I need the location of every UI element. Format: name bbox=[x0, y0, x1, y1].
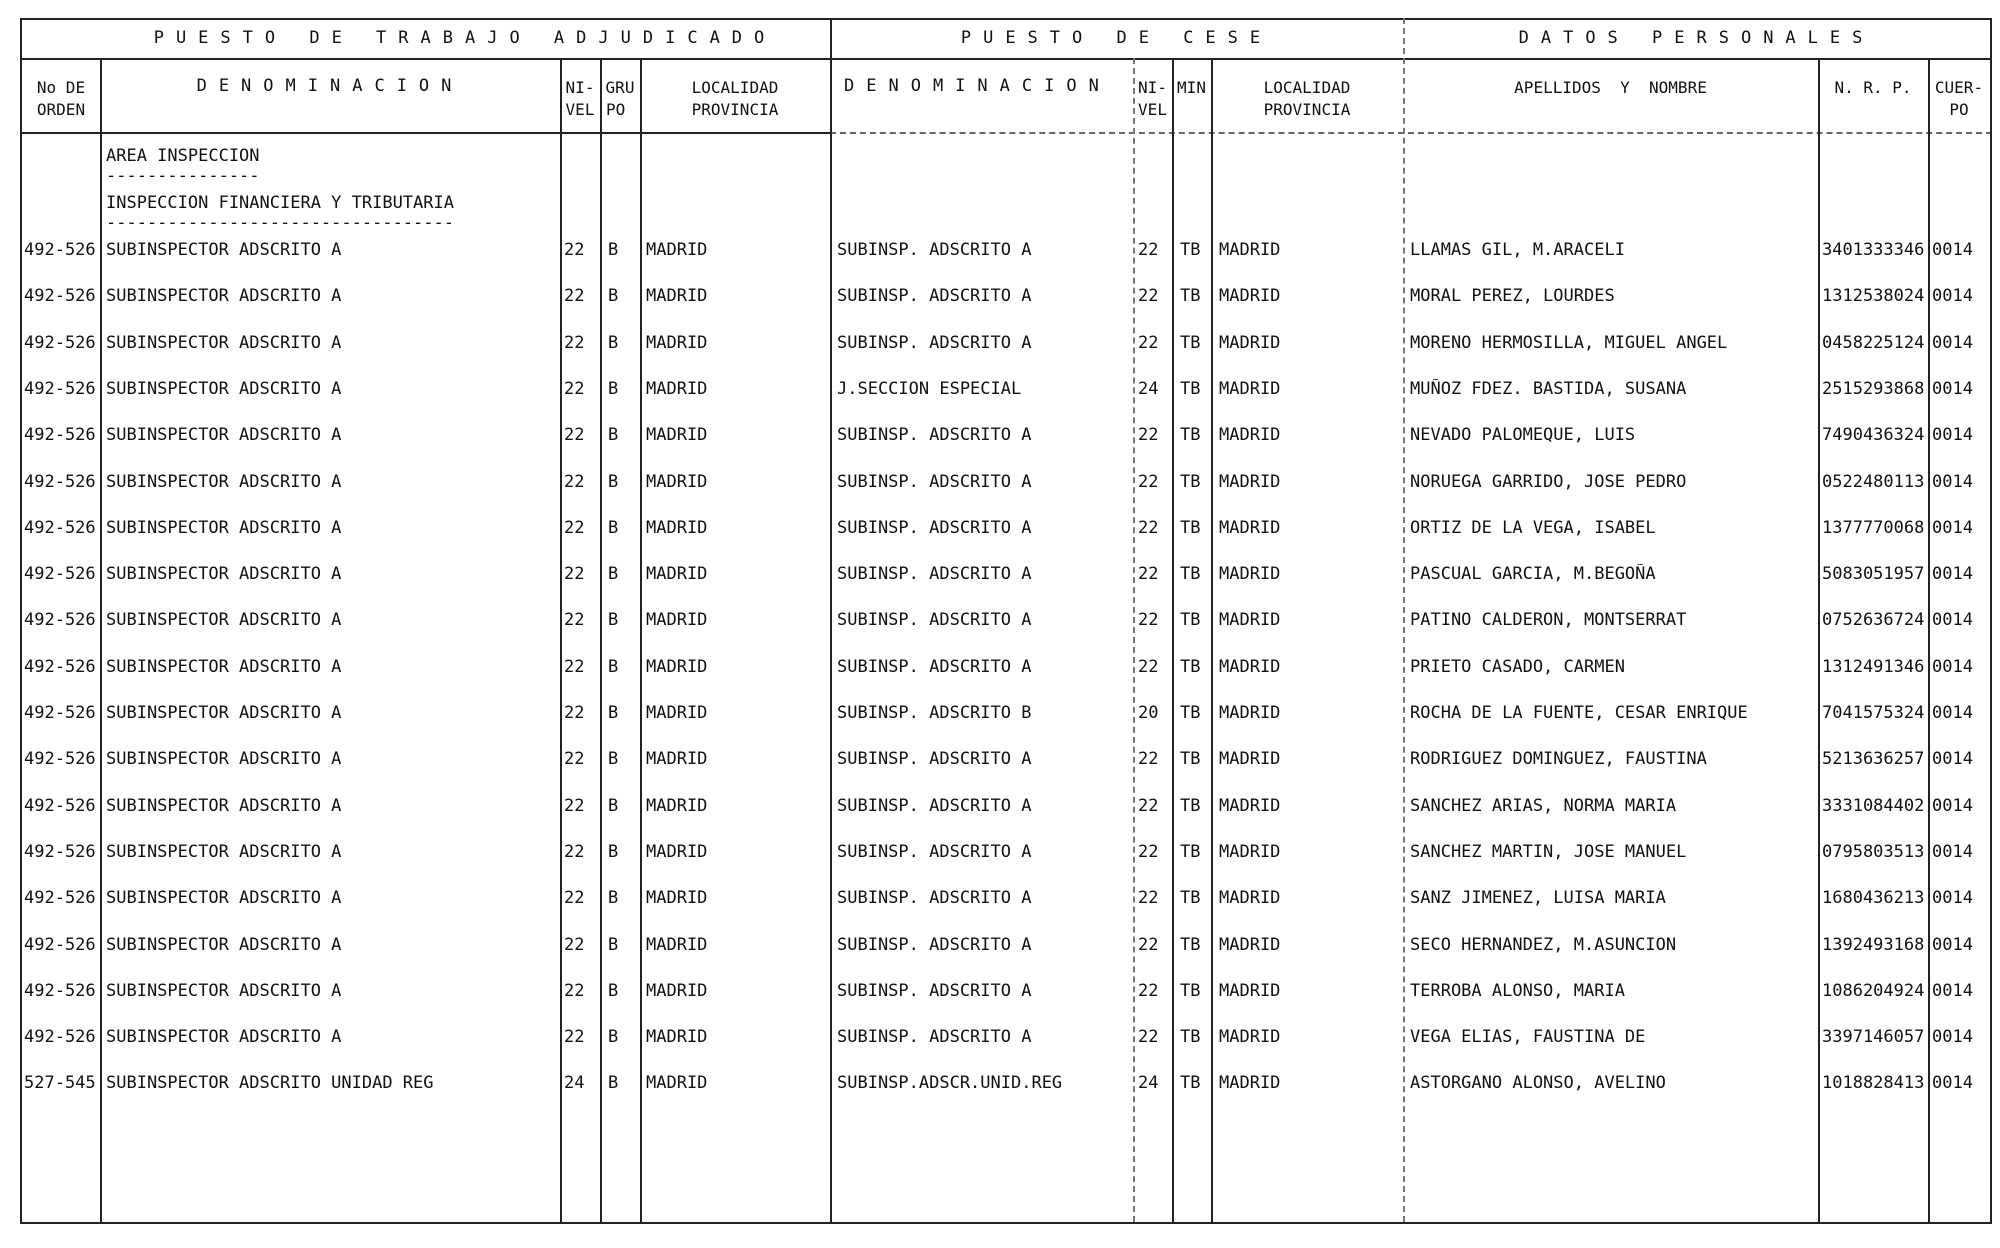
cell-localidad: MADRID bbox=[646, 425, 708, 445]
cell-cuerpo: 0014 bbox=[1932, 657, 1973, 677]
cell-cese-denominacion: SUBINSP. ADSCRITO A bbox=[837, 333, 1032, 353]
cell-nrp: 0795803513 bbox=[1822, 842, 1925, 862]
col-header-cese-denominacion: DENOMINACION bbox=[844, 76, 1111, 96]
cell-orden: 492-526 bbox=[24, 286, 96, 306]
cell-localidad: MADRID bbox=[646, 518, 708, 538]
cell-cese-denominacion: SUBINSP. ADSCRITO A bbox=[837, 888, 1032, 908]
cell-min: TB bbox=[1180, 888, 1201, 908]
cell-nivel: 22 bbox=[564, 333, 585, 353]
cell-nrp: 7041575324 bbox=[1822, 703, 1925, 723]
cell-cese-denominacion: SUBINSP. ADSCRITO A bbox=[837, 935, 1032, 955]
cell-cese-denominacion: SUBINSP. ADSCRITO A bbox=[837, 1027, 1032, 1047]
col-header-nrp: N. R. P. bbox=[1834, 78, 1912, 97]
cell-min: TB bbox=[1180, 935, 1201, 955]
cell-orden: 492-526 bbox=[24, 564, 96, 584]
cell-nrp: 1312491346 bbox=[1822, 657, 1925, 677]
cell-orden: 492-526 bbox=[24, 425, 96, 445]
cell-cese-localidad: MADRID bbox=[1219, 749, 1281, 769]
cell-localidad: MADRID bbox=[646, 981, 708, 1001]
cell-cese-nivel: 22 bbox=[1138, 564, 1159, 584]
cell-cese-denominacion: SUBINSP.ADSCR.UNID.REG bbox=[837, 1073, 1063, 1093]
cell-cuerpo: 0014 bbox=[1932, 518, 1973, 538]
cell-cese-denominacion: SUBINSP. ADSCRITO A bbox=[837, 749, 1032, 769]
col-header-nivel-2: VEL bbox=[565, 100, 595, 119]
cell-denominacion: SUBINSPECTOR ADSCRITO A bbox=[106, 703, 342, 723]
cell-cese-denominacion: SUBINSP. ADSCRITO A bbox=[837, 286, 1032, 306]
cell-nrp: 5083051957 bbox=[1822, 564, 1925, 584]
cell-cese-localidad: MADRID bbox=[1219, 240, 1281, 260]
cell-cuerpo: 0014 bbox=[1932, 1073, 1973, 1093]
cell-min: TB bbox=[1180, 425, 1201, 445]
cell-denominacion: SUBINSPECTOR ADSCRITO A bbox=[106, 240, 342, 260]
cell-cuerpo: 0014 bbox=[1932, 888, 1973, 908]
cell-orden: 492-526 bbox=[24, 610, 96, 630]
cell-grupo: B bbox=[608, 286, 619, 306]
cell-grupo: B bbox=[608, 981, 619, 1001]
cell-localidad: MADRID bbox=[646, 379, 708, 399]
cell-min: TB bbox=[1180, 842, 1201, 862]
cell-grupo: B bbox=[608, 796, 619, 816]
cell-nrp: 3397146057 bbox=[1822, 1027, 1925, 1047]
cell-min: TB bbox=[1180, 1027, 1201, 1047]
cell-cuerpo: 0014 bbox=[1932, 564, 1973, 584]
cell-cese-denominacion: SUBINSP. ADSCRITO A bbox=[837, 425, 1032, 445]
cell-localidad: MADRID bbox=[646, 888, 708, 908]
cell-localidad: MADRID bbox=[646, 703, 708, 723]
cell-grupo: B bbox=[608, 935, 619, 955]
cell-denominacion: SUBINSPECTOR ADSCRITO A bbox=[106, 518, 342, 538]
cell-min: TB bbox=[1180, 518, 1201, 538]
cell-nombre: ASTORGANO ALONSO, AVELINO bbox=[1410, 1073, 1666, 1093]
col-header-cuerpo-2: PO bbox=[1949, 100, 1969, 119]
col-line-nivel bbox=[600, 58, 602, 1222]
cell-cuerpo: 0014 bbox=[1932, 425, 1973, 445]
cell-cese-localidad: MADRID bbox=[1219, 518, 1281, 538]
col-header-cese-localidad-1: LOCALIDAD bbox=[1263, 78, 1351, 97]
cell-cese-localidad: MADRID bbox=[1219, 333, 1281, 353]
cell-orden: 492-526 bbox=[24, 472, 96, 492]
cell-nombre: MORENO HERMOSILLA, MIGUEL ANGEL bbox=[1410, 333, 1728, 353]
col-line-right-border bbox=[1990, 18, 1992, 1222]
cell-cese-localidad: MADRID bbox=[1219, 425, 1281, 445]
col-line-left-border bbox=[20, 18, 22, 1222]
cell-denominacion: SUBINSPECTOR ADSCRITO A bbox=[106, 379, 342, 399]
col-header-orden-2: ORDEN bbox=[36, 100, 86, 119]
cell-nrp: 1377770068 bbox=[1822, 518, 1925, 538]
col-header-cese-localidad-2: PROVINCIA bbox=[1263, 100, 1351, 119]
cell-cese-nivel: 22 bbox=[1138, 935, 1159, 955]
cell-nivel: 22 bbox=[564, 240, 585, 260]
col-header-cese-nivel-2: VEL bbox=[1138, 100, 1167, 119]
cell-orden: 492-526 bbox=[24, 657, 96, 677]
cell-nombre: TERROBA ALONSO, MARIA bbox=[1410, 981, 1625, 1001]
cell-localidad: MADRID bbox=[646, 1073, 708, 1093]
cell-nivel: 24 bbox=[564, 1073, 585, 1093]
cell-nombre: NEVADO PALOMEQUE, LUIS bbox=[1410, 425, 1636, 445]
cell-cuerpo: 0014 bbox=[1932, 796, 1973, 816]
cell-orden: 492-526 bbox=[24, 518, 96, 538]
cell-nivel: 22 bbox=[564, 1027, 585, 1047]
cell-cese-localidad: MADRID bbox=[1219, 564, 1281, 584]
col-line-grupo bbox=[640, 58, 642, 1222]
col-line-cese-nivel bbox=[1172, 58, 1174, 1222]
cell-cese-nivel: 22 bbox=[1138, 286, 1159, 306]
cell-nivel: 22 bbox=[564, 703, 585, 723]
cell-nombre: PRIETO CASADO, CARMEN bbox=[1410, 657, 1625, 677]
cell-denominacion: SUBINSPECTOR ADSCRITO A bbox=[106, 749, 342, 769]
cell-min: TB bbox=[1180, 749, 1201, 769]
cell-denominacion: SUBINSPECTOR ADSCRITO A bbox=[106, 472, 342, 492]
cell-min: TB bbox=[1180, 286, 1201, 306]
cell-nombre: SANZ JIMENEZ, LUISA MARIA bbox=[1410, 888, 1666, 908]
column-header-rule bbox=[20, 132, 830, 134]
col-line-personales-divider bbox=[1403, 18, 1405, 1222]
cell-localidad: MADRID bbox=[646, 796, 708, 816]
cell-cese-nivel: 22 bbox=[1138, 518, 1159, 538]
col-header-nivel-1: NI- bbox=[565, 78, 595, 97]
cell-cuerpo: 0014 bbox=[1932, 749, 1973, 769]
cell-cuerpo: 0014 bbox=[1932, 240, 1973, 260]
cell-cese-denominacion: SUBINSP. ADSCRITO A bbox=[837, 518, 1032, 538]
cell-denominacion: SUBINSPECTOR ADSCRITO UNIDAD REG bbox=[106, 1073, 434, 1093]
area-subtitle: INSPECCION FINANCIERA Y TRIBUTARIA bbox=[106, 193, 454, 213]
cell-nrp: 0522480113 bbox=[1822, 472, 1925, 492]
cell-grupo: B bbox=[608, 888, 619, 908]
cell-nombre: PASCUAL GARCIA, M.BEGOÑA bbox=[1410, 564, 1656, 584]
cell-nombre: MORAL PEREZ, LOURDES bbox=[1410, 286, 1615, 306]
cell-localidad: MADRID bbox=[646, 286, 708, 306]
cell-cese-nivel: 22 bbox=[1138, 796, 1159, 816]
col-line-nrp bbox=[1928, 58, 1930, 1222]
col-header-cese-nivel-1: NI- bbox=[1138, 78, 1167, 97]
cell-nombre: SANCHEZ MARTIN, JOSE MANUEL bbox=[1410, 842, 1687, 862]
cell-nivel: 22 bbox=[564, 657, 585, 677]
cell-nivel: 22 bbox=[564, 749, 585, 769]
cell-nrp: 7490436324 bbox=[1822, 425, 1925, 445]
area-title-underline: --------------- bbox=[106, 166, 260, 186]
cell-localidad: MADRID bbox=[646, 1027, 708, 1047]
cell-cese-localidad: MADRID bbox=[1219, 379, 1281, 399]
cell-localidad: MADRID bbox=[646, 935, 708, 955]
cell-denominacion: SUBINSPECTOR ADSCRITO A bbox=[106, 610, 342, 630]
cell-grupo: B bbox=[608, 1073, 619, 1093]
col-line-min bbox=[1211, 58, 1213, 1222]
cell-grupo: B bbox=[608, 610, 619, 630]
col-header-localidad-1: LOCALIDAD bbox=[691, 78, 779, 97]
cell-cese-localidad: MADRID bbox=[1219, 935, 1281, 955]
cell-localidad: MADRID bbox=[646, 240, 708, 260]
cell-cuerpo: 0014 bbox=[1932, 286, 1973, 306]
cell-nivel: 22 bbox=[564, 518, 585, 538]
col-line-denominacion bbox=[560, 58, 562, 1222]
cell-denominacion: SUBINSPECTOR ADSCRITO A bbox=[106, 425, 342, 445]
cell-nivel: 22 bbox=[564, 796, 585, 816]
cell-nombre: ORTIZ DE LA VEGA, ISABEL bbox=[1410, 518, 1656, 538]
cell-cuerpo: 0014 bbox=[1932, 1027, 1973, 1047]
cell-cese-localidad: MADRID bbox=[1219, 703, 1281, 723]
bottom-border bbox=[20, 1222, 1992, 1224]
cell-nrp: 3331084402 bbox=[1822, 796, 1925, 816]
col-line-section-divider bbox=[830, 18, 832, 1222]
cell-cese-nivel: 22 bbox=[1138, 657, 1159, 677]
cell-nivel: 22 bbox=[564, 564, 585, 584]
cell-cese-localidad: MADRID bbox=[1219, 1073, 1281, 1093]
cell-localidad: MADRID bbox=[646, 657, 708, 677]
cell-localidad: MADRID bbox=[646, 610, 708, 630]
cell-cese-localidad: MADRID bbox=[1219, 472, 1281, 492]
cell-denominacion: SUBINSPECTOR ADSCRITO A bbox=[106, 842, 342, 862]
cell-localidad: MADRID bbox=[646, 842, 708, 862]
col-line-apellidos bbox=[1818, 58, 1820, 1222]
cell-denominacion: SUBINSPECTOR ADSCRITO A bbox=[106, 796, 342, 816]
cell-orden: 492-526 bbox=[24, 379, 96, 399]
cell-grupo: B bbox=[608, 749, 619, 769]
cell-min: TB bbox=[1180, 981, 1201, 1001]
cell-cese-denominacion: SUBINSP. ADSCRITO A bbox=[837, 842, 1032, 862]
cell-grupo: B bbox=[608, 472, 619, 492]
cell-orden: 492-526 bbox=[24, 1027, 96, 1047]
cell-cese-nivel: 22 bbox=[1138, 749, 1159, 769]
cell-cuerpo: 0014 bbox=[1932, 703, 1973, 723]
cell-cese-localidad: MADRID bbox=[1219, 286, 1281, 306]
cell-nivel: 22 bbox=[564, 379, 585, 399]
cell-cese-nivel: 22 bbox=[1138, 333, 1159, 353]
cell-nivel: 22 bbox=[564, 286, 585, 306]
col-header-cuerpo-1: CUER- bbox=[1934, 78, 1984, 97]
cell-nombre: ROCHA DE LA FUENTE, CESAR ENRIQUE bbox=[1410, 703, 1748, 723]
cell-cese-nivel: 24 bbox=[1138, 379, 1159, 399]
cell-localidad: MADRID bbox=[646, 564, 708, 584]
cell-cese-nivel: 22 bbox=[1138, 888, 1159, 908]
cell-orden: 492-526 bbox=[24, 981, 96, 1001]
cell-cese-nivel: 22 bbox=[1138, 240, 1159, 260]
cell-cese-denominacion: SUBINSP. ADSCRITO A bbox=[837, 564, 1032, 584]
cell-nivel: 22 bbox=[564, 981, 585, 1001]
cell-cese-denominacion: SUBINSP. ADSCRITO A bbox=[837, 657, 1032, 677]
cell-orden: 492-526 bbox=[24, 888, 96, 908]
cell-min: TB bbox=[1180, 610, 1201, 630]
cell-orden: 492-526 bbox=[24, 749, 96, 769]
cell-nombre: SECO HERNANDEZ, M.ASUNCION bbox=[1410, 935, 1677, 955]
col-header-denominacion: DENOMINACION bbox=[196, 76, 464, 96]
col-line-orden bbox=[100, 58, 102, 1222]
cell-grupo: B bbox=[608, 657, 619, 677]
cell-min: TB bbox=[1180, 1073, 1201, 1093]
cell-cese-nivel: 24 bbox=[1138, 1073, 1159, 1093]
cell-nivel: 22 bbox=[564, 935, 585, 955]
cell-nrp: 1392493168 bbox=[1822, 935, 1925, 955]
cell-nivel: 22 bbox=[564, 472, 585, 492]
cell-denominacion: SUBINSPECTOR ADSCRITO A bbox=[106, 657, 342, 677]
cell-nivel: 22 bbox=[564, 888, 585, 908]
cell-cese-nivel: 22 bbox=[1138, 472, 1159, 492]
cell-cese-localidad: MADRID bbox=[1219, 796, 1281, 816]
cell-grupo: B bbox=[608, 842, 619, 862]
cell-min: TB bbox=[1180, 333, 1201, 353]
cell-nrp: 2515293868 bbox=[1822, 379, 1925, 399]
cell-cuerpo: 0014 bbox=[1932, 472, 1973, 492]
cell-grupo: B bbox=[608, 240, 619, 260]
cell-cese-nivel: 20 bbox=[1138, 703, 1159, 723]
cell-min: TB bbox=[1180, 379, 1201, 399]
cell-denominacion: SUBINSPECTOR ADSCRITO A bbox=[106, 286, 342, 306]
cell-cese-nivel: 22 bbox=[1138, 842, 1159, 862]
cell-nrp: 1680436213 bbox=[1822, 888, 1925, 908]
col-header-localidad-2: PROVINCIA bbox=[691, 100, 779, 119]
cell-min: TB bbox=[1180, 564, 1201, 584]
cell-cese-localidad: MADRID bbox=[1219, 610, 1281, 630]
col-header-apellidos: APELLIDOS Y NOMBRE bbox=[1514, 78, 1707, 97]
cell-cese-denominacion: SUBINSP. ADSCRITO A bbox=[837, 796, 1032, 816]
cell-nivel: 22 bbox=[564, 610, 585, 630]
section-header-rule bbox=[20, 58, 1992, 60]
cell-localidad: MADRID bbox=[646, 749, 708, 769]
cell-denominacion: SUBINSPECTOR ADSCRITO A bbox=[106, 1027, 342, 1047]
cell-nrp: 0458225124 bbox=[1822, 333, 1925, 353]
cell-cese-nivel: 22 bbox=[1138, 425, 1159, 445]
cell-min: TB bbox=[1180, 657, 1201, 677]
cell-localidad: MADRID bbox=[646, 472, 708, 492]
cell-nrp: 1086204924 bbox=[1822, 981, 1925, 1001]
cell-nivel: 22 bbox=[564, 425, 585, 445]
section-header-personales: DATOS PERSONALES bbox=[1518, 28, 1875, 48]
cell-nrp: 3401333346 bbox=[1822, 240, 1925, 260]
col-header-grupo-1: GRU bbox=[605, 78, 635, 97]
cell-min: TB bbox=[1180, 703, 1201, 723]
cell-denominacion: SUBINSPECTOR ADSCRITO A bbox=[106, 888, 342, 908]
cell-cese-localidad: MADRID bbox=[1219, 981, 1281, 1001]
cell-cese-denominacion: SUBINSP. ADSCRITO A bbox=[837, 472, 1032, 492]
cell-cuerpo: 0014 bbox=[1932, 981, 1973, 1001]
cell-grupo: B bbox=[608, 333, 619, 353]
cell-grupo: B bbox=[608, 1027, 619, 1047]
cell-min: TB bbox=[1180, 796, 1201, 816]
cell-cese-localidad: MADRID bbox=[1219, 842, 1281, 862]
cell-cese-nivel: 22 bbox=[1138, 1027, 1159, 1047]
cell-cese-nivel: 22 bbox=[1138, 610, 1159, 630]
section-header-cese: PUESTO DE CESE bbox=[960, 28, 1273, 48]
cell-grupo: B bbox=[608, 703, 619, 723]
cell-cese-denominacion: SUBINSP. ADSCRITO B bbox=[837, 703, 1032, 723]
top-border bbox=[20, 18, 1992, 20]
cell-localidad: MADRID bbox=[646, 333, 708, 353]
cell-cese-denominacion: SUBINSP. ADSCRITO A bbox=[837, 610, 1032, 630]
cell-cuerpo: 0014 bbox=[1932, 842, 1973, 862]
cell-grupo: B bbox=[608, 518, 619, 538]
col-header-grupo-2: PO bbox=[606, 100, 626, 119]
cell-denominacion: SUBINSPECTOR ADSCRITO A bbox=[106, 333, 342, 353]
cell-orden: 492-526 bbox=[24, 240, 96, 260]
cell-grupo: B bbox=[608, 425, 619, 445]
cell-nombre: SANCHEZ ARIAS, NORMA MARIA bbox=[1410, 796, 1677, 816]
col-line-cese-denominacion bbox=[1133, 58, 1135, 1222]
cell-nombre: VEGA ELIAS, FAUSTINA DE bbox=[1410, 1027, 1646, 1047]
cell-orden: 492-526 bbox=[24, 842, 96, 862]
cell-orden: 492-526 bbox=[24, 333, 96, 353]
cell-nrp: 1018828413 bbox=[1822, 1073, 1925, 1093]
col-header-min: MIN bbox=[1177, 78, 1206, 97]
cell-nombre: MUÑOZ FDEZ. BASTIDA, SUSANA bbox=[1410, 379, 1687, 399]
cell-nrp: 0752636724 bbox=[1822, 610, 1925, 630]
cell-cuerpo: 0014 bbox=[1932, 379, 1973, 399]
cell-orden: 492-526 bbox=[24, 796, 96, 816]
section-header-adjudicado: PUESTO DE TRABAJO ADJUDICADO bbox=[153, 28, 777, 48]
cell-denominacion: SUBINSPECTOR ADSCRITO A bbox=[106, 564, 342, 584]
cell-cese-denominacion: J.SECCION ESPECIAL bbox=[837, 379, 1022, 399]
cell-orden: 492-526 bbox=[24, 703, 96, 723]
cell-min: TB bbox=[1180, 472, 1201, 492]
cell-grupo: B bbox=[608, 564, 619, 584]
cell-nombre: PATINO CALDERON, MONTSERRAT bbox=[1410, 610, 1687, 630]
cell-grupo: B bbox=[608, 379, 619, 399]
cell-cuerpo: 0014 bbox=[1932, 333, 1973, 353]
cell-nrp: 1312538024 bbox=[1822, 286, 1925, 306]
cell-cuerpo: 0014 bbox=[1932, 935, 1973, 955]
cell-nrp: 5213636257 bbox=[1822, 749, 1925, 769]
cell-denominacion: SUBINSPECTOR ADSCRITO A bbox=[106, 935, 342, 955]
cell-cuerpo: 0014 bbox=[1932, 610, 1973, 630]
cell-orden: 527-545 bbox=[24, 1073, 96, 1093]
cell-min: TB bbox=[1180, 240, 1201, 260]
cell-nombre: LLAMAS GIL, M.ARACELI bbox=[1410, 240, 1625, 260]
cell-orden: 492-526 bbox=[24, 935, 96, 955]
cell-cese-localidad: MADRID bbox=[1219, 1027, 1281, 1047]
cell-nombre: RODRIGUEZ DOMINGUEZ, FAUSTINA bbox=[1410, 749, 1707, 769]
area-subtitle-underline: ---------------------------------- bbox=[106, 213, 454, 233]
cell-cese-denominacion: SUBINSP. ADSCRITO A bbox=[837, 981, 1032, 1001]
cell-cese-localidad: MADRID bbox=[1219, 657, 1281, 677]
cell-cese-denominacion: SUBINSP. ADSCRITO A bbox=[837, 240, 1032, 260]
cell-nombre: NORUEGA GARRIDO, JOSE PEDRO bbox=[1410, 472, 1687, 492]
cell-cese-localidad: MADRID bbox=[1219, 888, 1281, 908]
area-title: AREA INSPECCION bbox=[106, 146, 260, 166]
col-header-orden-1: No DE bbox=[36, 78, 86, 97]
cell-denominacion: SUBINSPECTOR ADSCRITO A bbox=[106, 981, 342, 1001]
cell-nivel: 22 bbox=[564, 842, 585, 862]
cell-cese-nivel: 22 bbox=[1138, 981, 1159, 1001]
